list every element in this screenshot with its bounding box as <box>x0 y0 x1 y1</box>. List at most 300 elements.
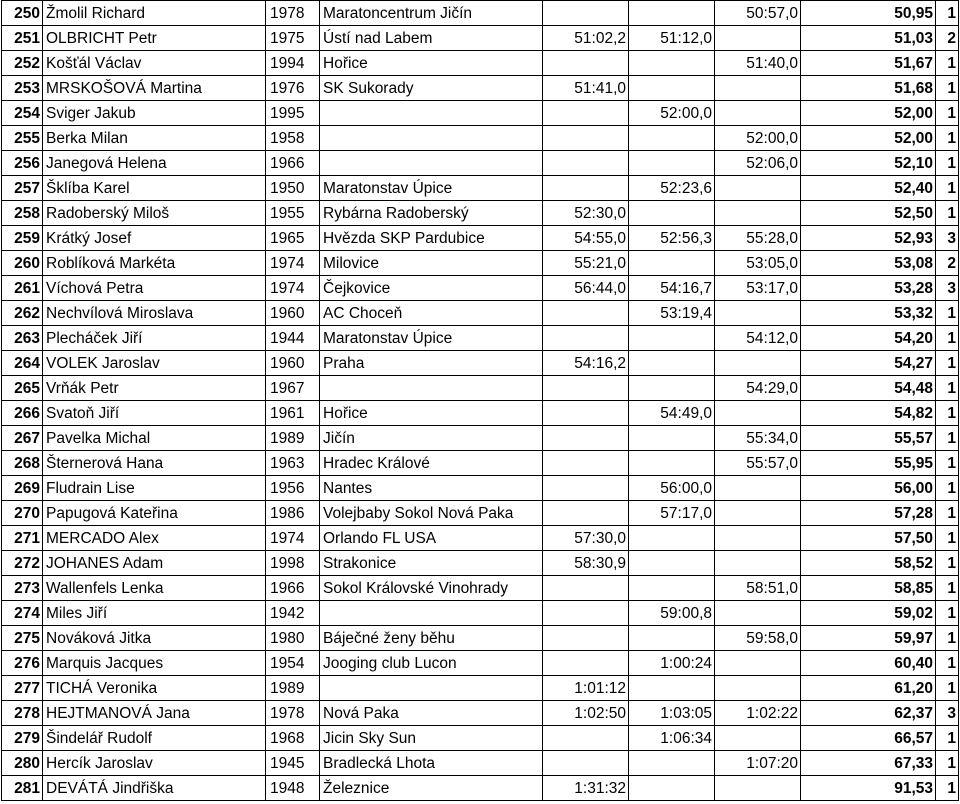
club-cell: Praha <box>320 351 543 376</box>
best-time-cell: 58,85 <box>801 576 936 601</box>
table-row <box>2 126 959 151</box>
time-1-cell <box>543 151 629 176</box>
table-row <box>2 376 959 401</box>
year-cell: 1956 <box>266 476 320 501</box>
time-2-cell: 53:19,4 <box>629 301 715 326</box>
table-row <box>2 226 959 251</box>
best-time-cell: 51,67 <box>801 51 936 76</box>
time-1-cell <box>543 401 629 426</box>
time-2-cell <box>629 626 715 651</box>
club-cell <box>320 376 543 401</box>
club-cell: Čejkovice <box>320 276 543 301</box>
best-time-cell: 52,00 <box>801 126 936 151</box>
rank-cell: 256 <box>2 151 43 176</box>
best-time-cell: 50,95 <box>801 1 936 26</box>
races-count-cell: 1 <box>936 201 959 226</box>
races-count-cell: 3 <box>936 701 959 726</box>
rank-cell: 255 <box>2 126 43 151</box>
year-cell: 1978 <box>266 1 320 26</box>
time-3-cell: 52:00,0 <box>715 126 801 151</box>
table-row <box>2 601 959 626</box>
best-time-cell: 54,27 <box>801 351 936 376</box>
club-cell: Báječné ženy běhu <box>320 626 543 651</box>
year-cell: 1950 <box>266 176 320 201</box>
rank-cell: 267 <box>2 426 43 451</box>
name-cell: VOLEK Jaroslav <box>43 351 266 376</box>
club-cell: Nantes <box>320 476 543 501</box>
best-time-cell: 56,00 <box>801 476 936 501</box>
time-2-cell <box>629 751 715 776</box>
races-count-cell: 3 <box>936 276 959 301</box>
best-time-cell: 53,32 <box>801 301 936 326</box>
year-cell: 1974 <box>266 526 320 551</box>
name-cell: Svatoň Jiří <box>43 401 266 426</box>
name-cell: Nováková Jitka <box>43 626 266 651</box>
time-1-cell <box>543 751 629 776</box>
time-3-cell: 53:17,0 <box>715 276 801 301</box>
time-3-cell <box>715 551 801 576</box>
time-3-cell <box>715 101 801 126</box>
time-1-cell <box>543 576 629 601</box>
rank-cell: 258 <box>2 201 43 226</box>
club-cell: Sokol Královské Vinohrady <box>320 576 543 601</box>
races-count-cell: 1 <box>936 751 959 776</box>
name-cell: Nechvílová Miroslava <box>43 301 266 326</box>
year-cell: 1975 <box>266 26 320 51</box>
time-2-cell <box>629 1 715 26</box>
time-2-cell: 59:00,8 <box>629 601 715 626</box>
year-cell: 1942 <box>266 601 320 626</box>
time-1-cell <box>543 626 629 651</box>
best-time-cell: 59,02 <box>801 601 936 626</box>
table-row <box>2 701 959 726</box>
time-2-cell <box>629 376 715 401</box>
time-1-cell: 52:30,0 <box>543 201 629 226</box>
best-time-cell: 55,95 <box>801 451 936 476</box>
best-time-cell: 52,40 <box>801 176 936 201</box>
best-time-cell: 53,08 <box>801 251 936 276</box>
name-cell: Papugová Kateřina <box>43 501 266 526</box>
table-row <box>2 676 959 701</box>
time-2-cell: 56:00,0 <box>629 476 715 501</box>
races-count-cell: 1 <box>936 676 959 701</box>
time-3-cell <box>715 676 801 701</box>
year-cell: 1998 <box>266 551 320 576</box>
club-cell: Maratonstav Úpice <box>320 176 543 201</box>
rank-cell: 264 <box>2 351 43 376</box>
best-time-cell: 61,20 <box>801 676 936 701</box>
name-cell: Marquis Jacques <box>43 651 266 676</box>
table-row <box>2 751 959 776</box>
year-cell: 1945 <box>266 751 320 776</box>
races-count-cell: 1 <box>936 151 959 176</box>
club-cell: Strakonice <box>320 551 543 576</box>
best-time-cell: 57,28 <box>801 501 936 526</box>
club-cell: Maratonstav Úpice <box>320 326 543 351</box>
time-3-cell: 55:34,0 <box>715 426 801 451</box>
club-cell: Jicin Sky Sun <box>320 726 543 751</box>
best-time-cell: 53,28 <box>801 276 936 301</box>
year-cell: 1994 <box>266 51 320 76</box>
name-cell: DEVÁTÁ Jindřiška <box>43 776 266 801</box>
club-cell: Milovice <box>320 251 543 276</box>
races-count-cell: 1 <box>936 776 959 801</box>
rank-cell: 261 <box>2 276 43 301</box>
year-cell: 1958 <box>266 126 320 151</box>
time-3-cell <box>715 726 801 751</box>
time-2-cell: 52:00,0 <box>629 101 715 126</box>
races-count-cell: 1 <box>936 501 959 526</box>
time-3-cell <box>715 201 801 226</box>
table-row <box>2 251 959 276</box>
time-1-cell: 54:55,0 <box>543 226 629 251</box>
races-count-cell: 1 <box>936 351 959 376</box>
table-row <box>2 151 959 176</box>
time-3-cell <box>715 176 801 201</box>
time-1-cell <box>543 726 629 751</box>
rank-cell: 263 <box>2 326 43 351</box>
time-1-cell <box>543 1 629 26</box>
year-cell: 1966 <box>266 151 320 176</box>
rank-cell: 271 <box>2 526 43 551</box>
time-1-cell <box>543 601 629 626</box>
time-2-cell: 1:03:05 <box>629 701 715 726</box>
name-cell: HEJTMANOVÁ Jana <box>43 701 266 726</box>
table-row <box>2 26 959 51</box>
name-cell: TICHÁ Veronika <box>43 676 266 701</box>
best-time-cell: 58,52 <box>801 551 936 576</box>
club-cell <box>320 126 543 151</box>
time-1-cell: 55:21,0 <box>543 251 629 276</box>
time-3-cell <box>715 526 801 551</box>
time-2-cell <box>629 576 715 601</box>
time-2-cell: 1:06:34 <box>629 726 715 751</box>
best-time-cell: 60,40 <box>801 651 936 676</box>
table-row <box>2 351 959 376</box>
club-cell: Hradec Králové <box>320 451 543 476</box>
time-1-cell <box>543 451 629 476</box>
races-count-cell: 1 <box>936 401 959 426</box>
club-cell: Železnice <box>320 776 543 801</box>
rank-cell: 276 <box>2 651 43 676</box>
best-time-cell: 59,97 <box>801 626 936 651</box>
time-1-cell: 54:16,2 <box>543 351 629 376</box>
name-cell: Šklíba Karel <box>43 176 266 201</box>
table-row <box>2 551 959 576</box>
best-time-cell: 51,03 <box>801 26 936 51</box>
name-cell: Košťál Václav <box>43 51 266 76</box>
time-1-cell: 51:02,2 <box>543 26 629 51</box>
name-cell: Vrňák Petr <box>43 376 266 401</box>
best-time-cell: 54,48 <box>801 376 936 401</box>
club-cell: Hořice <box>320 401 543 426</box>
races-count-cell: 1 <box>936 451 959 476</box>
club-cell: Hořice <box>320 51 543 76</box>
table-row <box>2 1 959 26</box>
races-count-cell: 1 <box>936 1 959 26</box>
time-1-cell <box>543 101 629 126</box>
club-cell: Maratoncentrum Jičín <box>320 1 543 26</box>
table-row <box>2 401 959 426</box>
name-cell: Sviger Jakub <box>43 101 266 126</box>
time-2-cell: 52:56,3 <box>629 226 715 251</box>
club-cell: Volejbaby Sokol Nová Paka <box>320 501 543 526</box>
rank-cell: 260 <box>2 251 43 276</box>
club-cell <box>320 676 543 701</box>
year-cell: 1966 <box>266 576 320 601</box>
table-row <box>2 176 959 201</box>
rank-cell: 250 <box>2 1 43 26</box>
year-cell: 1963 <box>266 451 320 476</box>
rank-cell: 269 <box>2 476 43 501</box>
time-1-cell: 57:30,0 <box>543 526 629 551</box>
club-cell: Jooging club Lucon <box>320 651 543 676</box>
races-count-cell: 1 <box>936 176 959 201</box>
table-row <box>2 451 959 476</box>
name-cell: Šindelář Rudolf <box>43 726 266 751</box>
year-cell: 1978 <box>266 701 320 726</box>
table-row <box>2 626 959 651</box>
club-cell: Nová Paka <box>320 701 543 726</box>
time-2-cell <box>629 776 715 801</box>
rank-cell: 281 <box>2 776 43 801</box>
time-2-cell <box>629 426 715 451</box>
year-cell: 1955 <box>266 201 320 226</box>
rank-cell: 257 <box>2 176 43 201</box>
races-count-cell: 3 <box>936 226 959 251</box>
year-cell: 1967 <box>266 376 320 401</box>
time-1-cell <box>543 176 629 201</box>
club-cell <box>320 151 543 176</box>
rank-cell: 270 <box>2 501 43 526</box>
rank-cell: 278 <box>2 701 43 726</box>
table-row <box>2 326 959 351</box>
best-time-cell: 62,37 <box>801 701 936 726</box>
time-3-cell <box>715 651 801 676</box>
races-count-cell: 1 <box>936 126 959 151</box>
rank-cell: 268 <box>2 451 43 476</box>
rank-cell: 266 <box>2 401 43 426</box>
races-count-cell: 1 <box>936 551 959 576</box>
year-cell: 1965 <box>266 226 320 251</box>
year-cell: 1976 <box>266 76 320 101</box>
best-time-cell: 54,20 <box>801 326 936 351</box>
best-time-cell: 57,50 <box>801 526 936 551</box>
races-count-cell: 1 <box>936 101 959 126</box>
table-row <box>2 476 959 501</box>
best-time-cell: 91,53 <box>801 776 936 801</box>
club-cell: SK Sukorady <box>320 76 543 101</box>
rank-cell: 253 <box>2 76 43 101</box>
rank-cell: 254 <box>2 101 43 126</box>
time-3-cell: 55:57,0 <box>715 451 801 476</box>
time-3-cell: 53:05,0 <box>715 251 801 276</box>
time-2-cell: 1:00:24 <box>629 651 715 676</box>
rank-cell: 275 <box>2 626 43 651</box>
time-2-cell <box>629 451 715 476</box>
time-3-cell: 58:51,0 <box>715 576 801 601</box>
rank-cell: 272 <box>2 551 43 576</box>
name-cell: Wallenfels Lenka <box>43 576 266 601</box>
time-2-cell <box>629 151 715 176</box>
results-rows <box>2 1 959 801</box>
table-row <box>2 301 959 326</box>
table-row <box>2 726 959 751</box>
races-count-cell: 1 <box>936 326 959 351</box>
name-cell: Janegová Helena <box>43 151 266 176</box>
time-3-cell: 59:58,0 <box>715 626 801 651</box>
table-row <box>2 276 959 301</box>
name-cell: OLBRICHT Petr <box>43 26 266 51</box>
table-row <box>2 101 959 126</box>
year-cell: 1995 <box>266 101 320 126</box>
name-cell: MERCADO Alex <box>43 526 266 551</box>
time-2-cell <box>629 126 715 151</box>
time-3-cell <box>715 401 801 426</box>
races-count-cell: 1 <box>936 51 959 76</box>
rank-cell: 277 <box>2 676 43 701</box>
name-cell: Víchová Petra <box>43 276 266 301</box>
club-cell: Hvězda SKP Pardubice <box>320 226 543 251</box>
races-count-cell: 1 <box>936 476 959 501</box>
club-cell: Bradlecká Lhota <box>320 751 543 776</box>
time-2-cell: 57:17,0 <box>629 501 715 526</box>
year-cell: 1974 <box>266 251 320 276</box>
year-cell: 1986 <box>266 501 320 526</box>
club-cell: Orlando FL USA <box>320 526 543 551</box>
club-cell: Jičín <box>320 426 543 451</box>
year-cell: 1961 <box>266 401 320 426</box>
rank-cell: 280 <box>2 751 43 776</box>
time-2-cell <box>629 201 715 226</box>
rank-cell: 259 <box>2 226 43 251</box>
time-1-cell: 1:01:12 <box>543 676 629 701</box>
time-3-cell <box>715 601 801 626</box>
name-cell: Berka Milan <box>43 126 266 151</box>
results-table <box>1 0 959 801</box>
name-cell: Krátký Josef <box>43 226 266 251</box>
best-time-cell: 55,57 <box>801 426 936 451</box>
time-3-cell: 54:12,0 <box>715 326 801 351</box>
time-3-cell: 51:40,0 <box>715 51 801 76</box>
year-cell: 1980 <box>266 626 320 651</box>
name-cell: JOHANES Adam <box>43 551 266 576</box>
club-cell: AC Choceň <box>320 301 543 326</box>
best-time-cell: 52,93 <box>801 226 936 251</box>
table-row <box>2 426 959 451</box>
year-cell: 1948 <box>266 776 320 801</box>
name-cell: Radoberský Miloš <box>43 201 266 226</box>
name-cell: Pavelka Michal <box>43 426 266 451</box>
year-cell: 1960 <box>266 301 320 326</box>
time-2-cell <box>629 551 715 576</box>
club-cell: Ústí nad Labem <box>320 26 543 51</box>
races-count-cell: 1 <box>936 376 959 401</box>
time-1-cell <box>543 376 629 401</box>
year-cell: 1989 <box>266 676 320 701</box>
time-2-cell <box>629 251 715 276</box>
time-3-cell <box>715 476 801 501</box>
time-2-cell <box>629 526 715 551</box>
time-3-cell: 1:02:22 <box>715 701 801 726</box>
best-time-cell: 51,68 <box>801 76 936 101</box>
time-1-cell <box>543 426 629 451</box>
year-cell: 1968 <box>266 726 320 751</box>
races-count-cell: 1 <box>936 76 959 101</box>
table-row <box>2 526 959 551</box>
table-row <box>2 501 959 526</box>
time-1-cell: 1:31:32 <box>543 776 629 801</box>
time-1-cell <box>543 51 629 76</box>
races-count-cell: 2 <box>936 26 959 51</box>
time-1-cell <box>543 501 629 526</box>
best-time-cell: 67,33 <box>801 751 936 776</box>
time-3-cell: 54:29,0 <box>715 376 801 401</box>
time-3-cell <box>715 76 801 101</box>
name-cell: Roblíková Markéta <box>43 251 266 276</box>
time-3-cell <box>715 26 801 51</box>
club-cell <box>320 601 543 626</box>
time-3-cell <box>715 351 801 376</box>
time-2-cell <box>629 76 715 101</box>
races-count-cell: 1 <box>936 426 959 451</box>
best-time-cell: 52,10 <box>801 151 936 176</box>
time-1-cell: 56:44,0 <box>543 276 629 301</box>
races-count-cell: 1 <box>936 651 959 676</box>
time-1-cell <box>543 126 629 151</box>
name-cell: Hercík Jaroslav <box>43 751 266 776</box>
best-time-cell: 52,50 <box>801 201 936 226</box>
time-1-cell: 1:02:50 <box>543 701 629 726</box>
time-2-cell <box>629 326 715 351</box>
year-cell: 1974 <box>266 276 320 301</box>
time-2-cell: 52:23,6 <box>629 176 715 201</box>
year-cell: 1989 <box>266 426 320 451</box>
races-count-cell: 1 <box>936 726 959 751</box>
races-count-cell: 1 <box>936 301 959 326</box>
table-row <box>2 201 959 226</box>
time-2-cell <box>629 51 715 76</box>
name-cell: Fludrain Lise <box>43 476 266 501</box>
time-3-cell <box>715 776 801 801</box>
table-row <box>2 51 959 76</box>
time-1-cell <box>543 301 629 326</box>
time-1-cell: 58:30,9 <box>543 551 629 576</box>
club-cell: Rybárna Radoberský <box>320 201 543 226</box>
rank-cell: 251 <box>2 26 43 51</box>
club-cell <box>320 101 543 126</box>
name-cell: Miles Jiří <box>43 601 266 626</box>
rank-cell: 262 <box>2 301 43 326</box>
best-time-cell: 52,00 <box>801 101 936 126</box>
time-3-cell: 52:06,0 <box>715 151 801 176</box>
races-count-cell: 1 <box>936 601 959 626</box>
table-row <box>2 776 959 801</box>
rank-cell: 273 <box>2 576 43 601</box>
name-cell: Plecháček Jiří <box>43 326 266 351</box>
name-cell: MRSKOŠOVÁ Martina <box>43 76 266 101</box>
rank-cell: 252 <box>2 51 43 76</box>
time-3-cell: 50:57,0 <box>715 1 801 26</box>
rank-cell: 274 <box>2 601 43 626</box>
name-cell: Šternerová Hana <box>43 451 266 476</box>
year-cell: 1960 <box>266 351 320 376</box>
name-cell: Žmolil Richard <box>43 1 266 26</box>
rank-cell: 265 <box>2 376 43 401</box>
races-count-cell: 2 <box>936 251 959 276</box>
rank-cell: 279 <box>2 726 43 751</box>
year-cell: 1944 <box>266 326 320 351</box>
